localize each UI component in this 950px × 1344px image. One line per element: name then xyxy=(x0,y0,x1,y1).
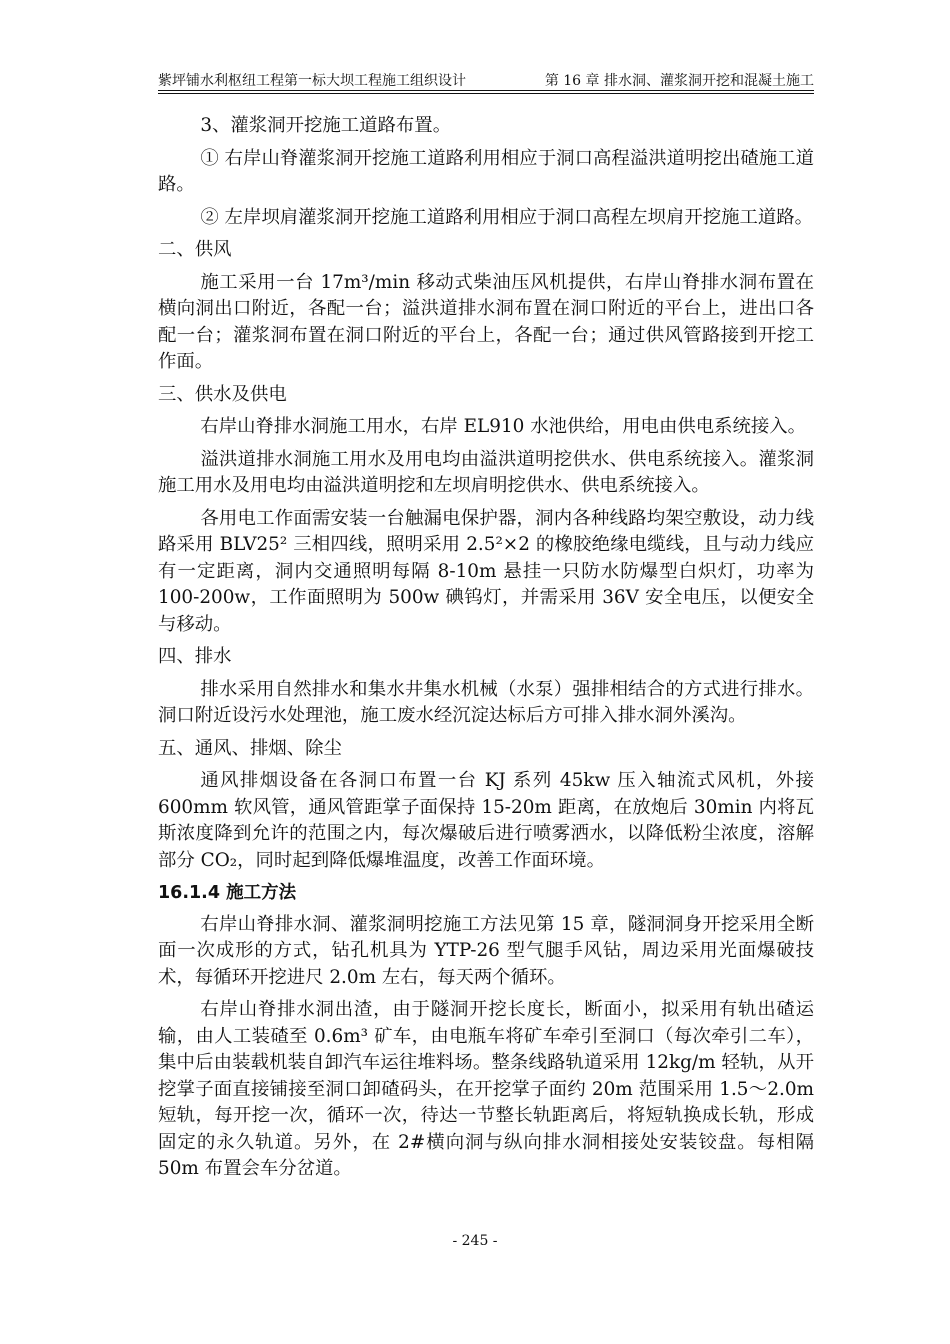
header-document-title: 紫坪铺水利枢纽工程第一标大坝工程施工组织设计 xyxy=(158,73,466,89)
paragraph-right-ridge-road: ① 右岸山脊灌浆洞开挖施工道路利用相应于洞口高程溢洪道明挖出碴施工道路。 xyxy=(158,147,814,195)
paragraph-ventilation: 通风排烟设备在各洞口布置一台 KJ 系列 45kw 压入轴流式风机，外接 600mm 软风管，通风管距掌子面保持 15-20m 距离，在放炮后 30min 内将瓦斯浓度降到允许的范围之内，每次爆破后进行喷雾洒水，以降低粉尘浓度，溶解部分 CO₂，同时起到降低爆堆温度，改善工作面环境。 xyxy=(158,770,814,871)
heading-drainage: 四、排水 xyxy=(158,646,232,667)
page-number: - 245 - xyxy=(452,1233,498,1249)
paragraph-left-abutment-road: ② 左岸坝肩灌浆洞开挖施工道路利用相应于洞口高程左坝肩开挖施工道路。 xyxy=(200,206,814,228)
paragraph-water-power-2: 溢洪道排水洞施工用水及用电均由溢洪道明挖供水、供电系统接入。灌浆洞施工用水及用电均由溢洪道明挖和左坝肩明挖供水、供电系统接入。 xyxy=(158,448,814,496)
page-header xyxy=(158,70,814,92)
paragraph-method-2: 右岸山脊排水洞出渣，由于隧洞开挖长度长，断面小，拟采用有轨出碴运输，由人工装碴至 0.6m³ 矿车，由电瓶车将矿车牵引至洞口（每次牵引二车），集中后由装载机装自卸汽车运往堆料场。整条线路轨道采用 12kg/m 轻轨，从开挖掌子面直接铺接至洞口卸碴码头，在开挖掌子面约 20m 范围采用 1.5～2.0m 短轨，每开挖一次，循环一次，待达一节整长轨距离后，将短轨换成长轨，形成固定的永久轨道。另外，在 2#横向洞与纵向排水洞相接处安装铰盘。每相隔 50m 布置会车分岔道。 xyxy=(158,999,814,1179)
section-heading-construction-method: 16.1.4 施工方法 xyxy=(158,883,297,903)
heading-water-power: 三、供水及供电 xyxy=(158,383,287,405)
header-chapter-title: 第 16 章 排水洞、灌浆洞开挖和混凝土施工 xyxy=(544,73,814,89)
paragraph-grout-road-title: 3、灌浆洞开挖施工道路布置。 xyxy=(200,115,452,136)
paragraph-air-supply: 施工采用一台 17m³/min 移动式柴油压风机提供，右岸山脊排水洞布置在横向洞出口附近，各配一台；溢洪道排水洞布置在洞口附近的平台上，进出口各配一台；灌浆洞布置在洞口附近的平台上，各配一台；通过供风管路接到开挖工作面。 xyxy=(158,271,814,372)
paragraph-electrical: 各用电工作面需安装一台触漏电保护器，洞内各种线路均架空敷设，动力线路采用 BLV25² 三相四线，照明采用 2.5²×2 的橡胶绝缘电缆线，且与动力线应有一定距离，洞内交通照明每隔 8-10m 悬挂一只防水防爆型白炽灯，功率为 100-200w，工作面照明为 500w 碘钨灯，并需采用 36V 安全电压，以便安全与移动。 xyxy=(158,507,814,635)
paragraph-water-power-1: 右岸山脊排水洞施工用水，右岸 EL910 水池供给，用电由供电系统接入。 xyxy=(200,416,807,437)
paragraph-method-1: 右岸山脊排水洞、灌浆洞明挖施工方法见第 15 章，隧洞洞身开挖采用全断面一次成形的方式，钻孔机具为 YTP-26 型气腿手风钻，周边采用光面爆破技术，每循环开挖进尺 2.0m 左右，每天两个循环。 xyxy=(158,913,814,988)
paragraph-drainage: 排水采用自然排水和集水井集水机械（水泵）强排相结合的方式进行排水。洞口附近设污水处理池，施工废水经沉淀达标后方可排入排水洞外溪沟。 xyxy=(158,678,814,726)
page-body xyxy=(158,113,814,1189)
header-rule-thick xyxy=(158,90,814,91)
heading-air-supply: 二、供风 xyxy=(158,239,232,260)
header-rule-thin xyxy=(158,93,814,94)
heading-ventilation: 五、通风、排烟、除尘 xyxy=(158,737,342,759)
